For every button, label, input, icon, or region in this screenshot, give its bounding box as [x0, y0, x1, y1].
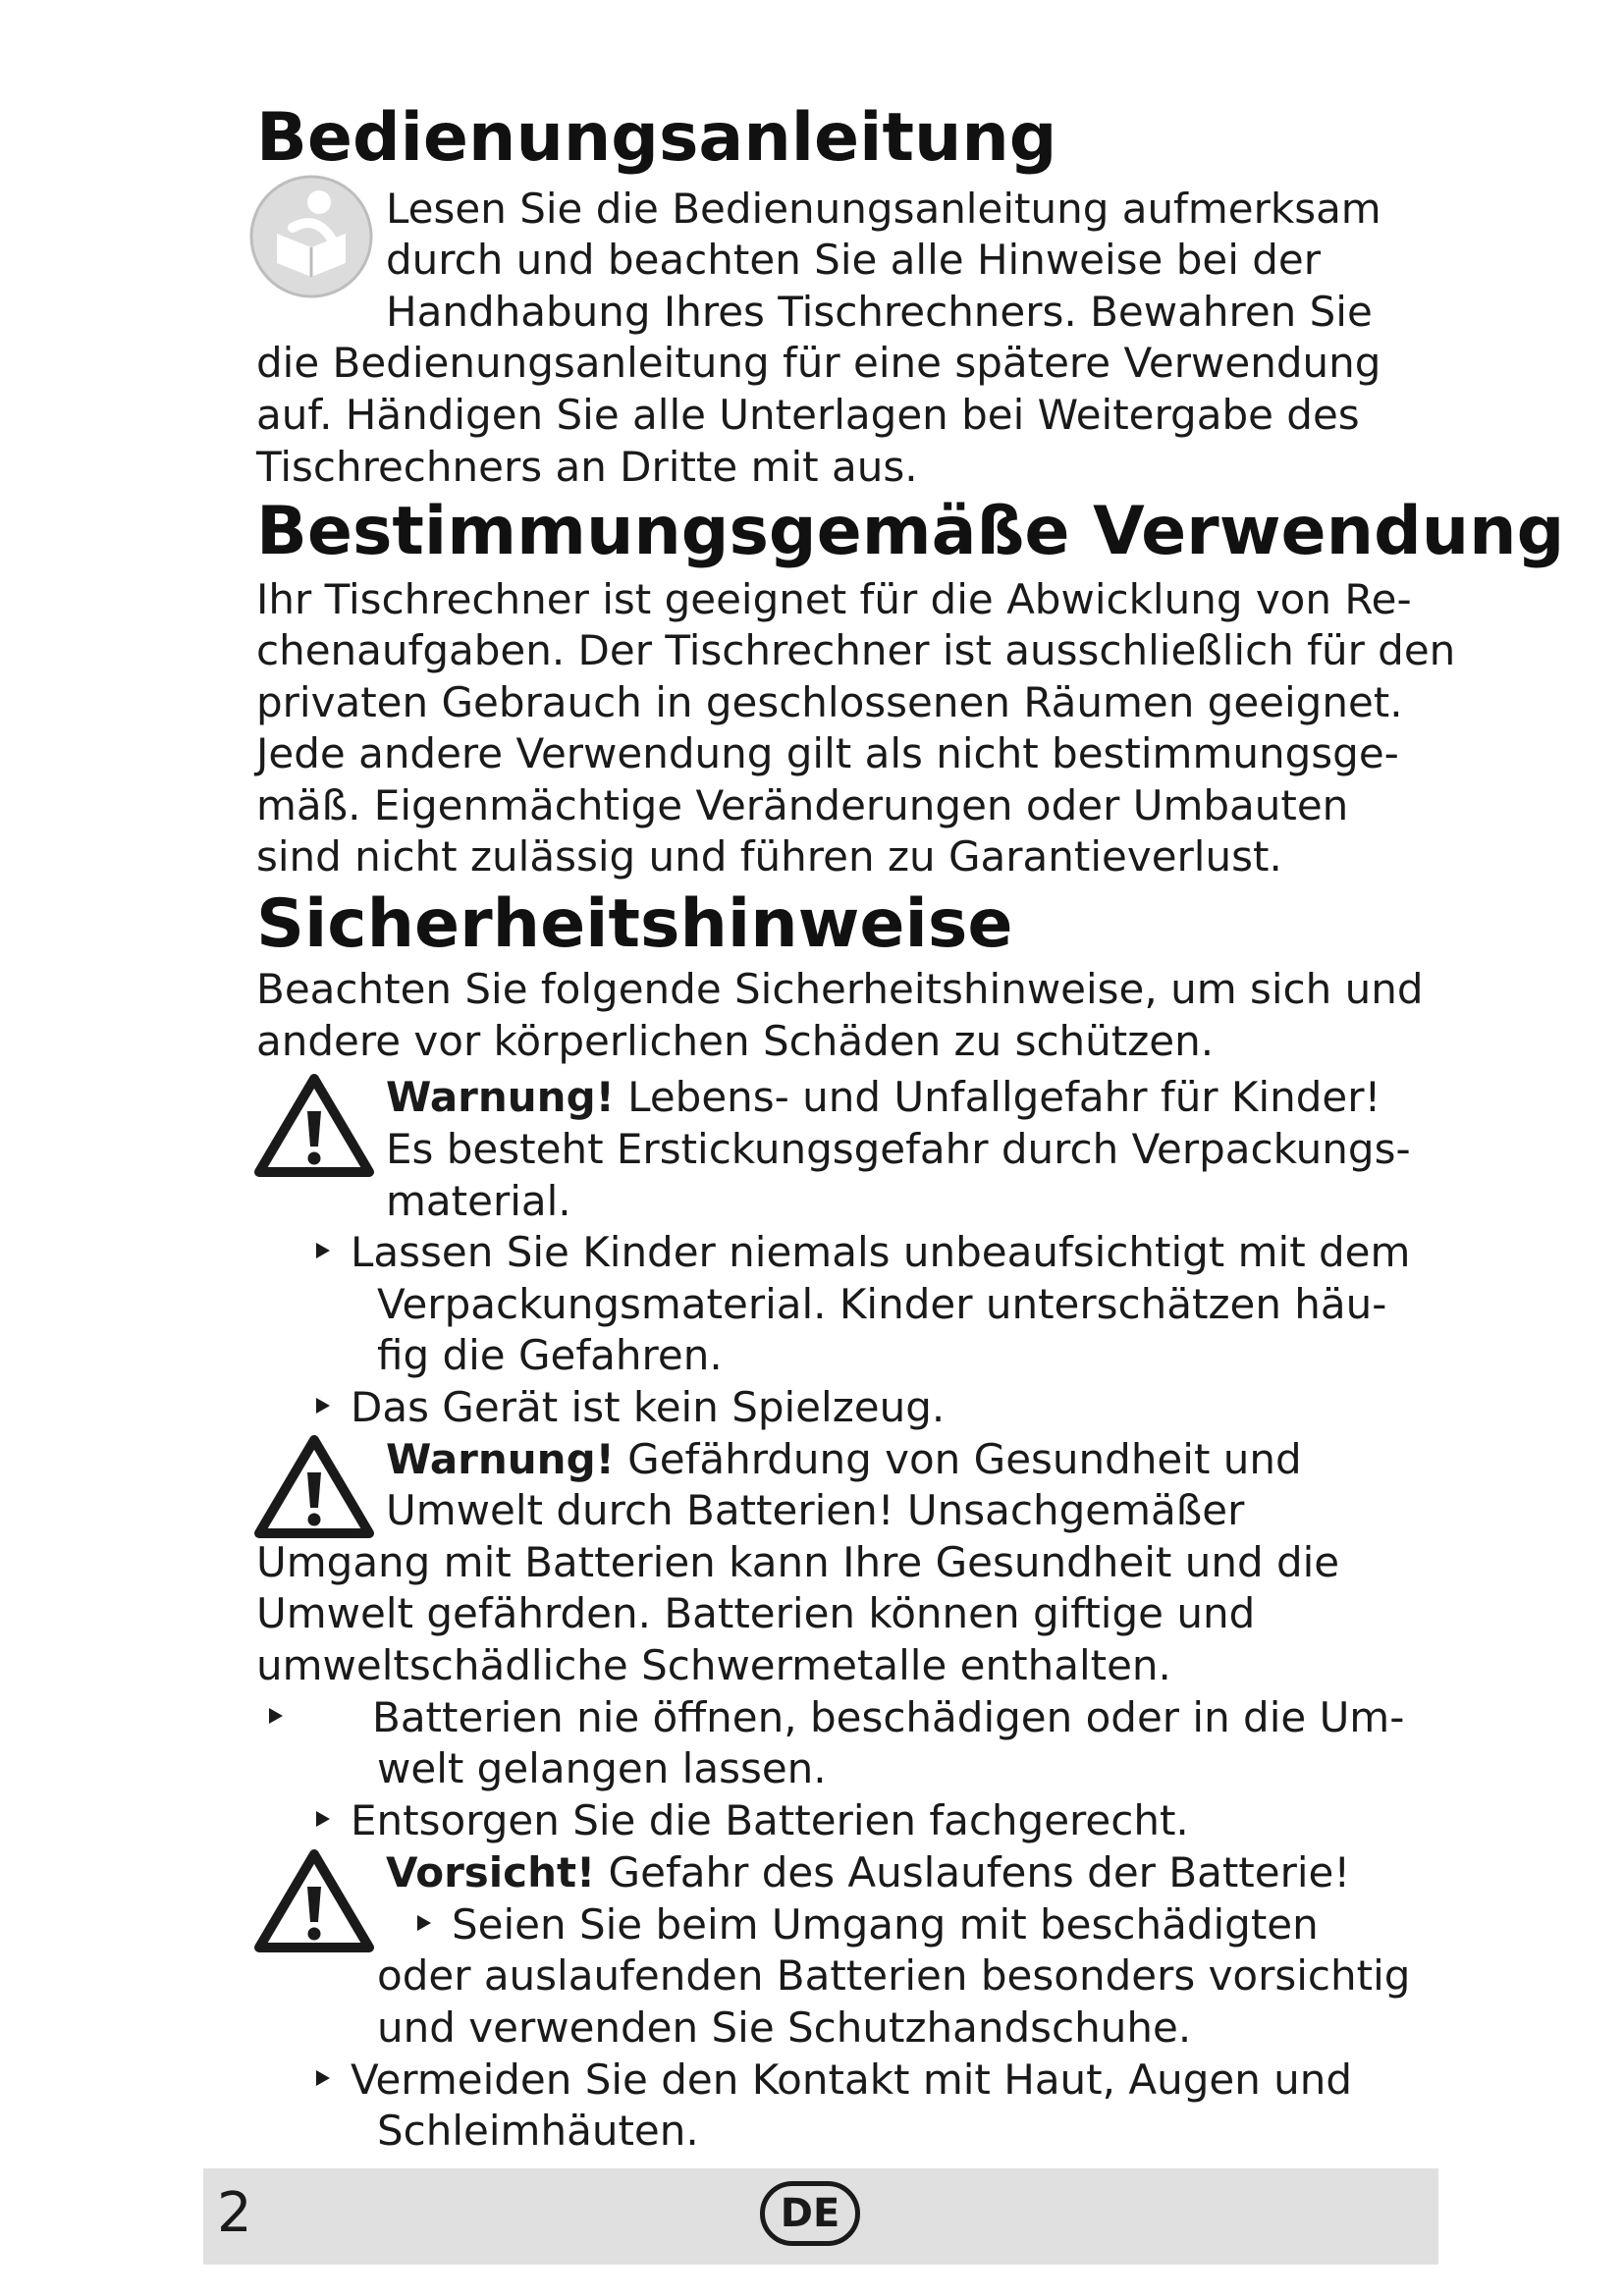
paragraph-line: Jede andere Verwendung gilt als nicht bestimmungsge- — [256, 729, 1399, 777]
bullet-line: Verpackungsmaterial. Kinder unterschätzen häu- — [377, 1280, 1387, 1328]
triangle-bullet-icon — [316, 1243, 330, 1258]
warning-keyword: Warnung! — [386, 1435, 615, 1483]
bullet-line: Das Gerät ist kein Spielzeug. — [351, 1383, 946, 1431]
warning-triangle-icon — [253, 1072, 375, 1178]
paragraph-line: mäß. Eigenmächtige Veränderungen oder Umbauten — [256, 781, 1349, 829]
paragraph-line: Beachten Sie folgende Sicherheitshinweise, um sich und — [256, 965, 1424, 1013]
warning-line: Umgang mit Batterien kann Ihre Gesundheit und die — [256, 1538, 1340, 1586]
warning-line: umweltschädliche Schwermetalle enthalten. — [256, 1641, 1171, 1689]
paragraph-line: Ihr Tischrechner ist geeignet für die Abwicklung von Re- — [256, 575, 1412, 623]
paragraph-line: privaten Gebrauch in geschlossenen Räumen geeignet. — [256, 678, 1403, 726]
bullet-line: Entsorgen Sie die Batterien fachgerecht. — [351, 1796, 1189, 1844]
triangle-bullet-icon — [316, 2070, 330, 2086]
warning-text: Gefährdung von Gesundheit und — [614, 1435, 1302, 1483]
read-manual-icon — [247, 173, 375, 300]
bullet-line: Seien Sie beim Umgang mit beschädigten — [452, 1900, 1319, 1949]
paragraph-line: durch und beachten Sie alle Hinweise bei der — [386, 236, 1322, 284]
bullet-line: oder auslaufenden Batterien besonders vorsichtig — [377, 1951, 1411, 2000]
bullet-line: welt gelangen lassen. — [377, 1744, 827, 1792]
bullet-line: fig die Gefahren. — [377, 1331, 723, 1379]
warning-line: Umwelt gefährden. Batterien können giftige und — [256, 1589, 1256, 1637]
paragraph-line: die Bedienungsanleitung für eine spätere Verwendung — [256, 339, 1381, 387]
heading-bedienungsanleitung: Bedienungsanleitung — [256, 99, 1057, 177]
caution-keyword: Vorsicht! — [386, 1848, 596, 1896]
warning-line — [386, 1073, 1381, 1121]
warning-triangle-icon — [253, 1433, 375, 1539]
bullet-line: Lassen Sie Kinder niemals unbeaufsichtigt mit dem — [351, 1228, 1411, 1276]
warning-line: Umwelt durch Batterien! Unsachgemäßer — [386, 1486, 1245, 1534]
caution-text: Gefahr des Auslaufens der Batterie! — [595, 1848, 1351, 1896]
paragraph-line: Lesen Sie die Bedienungsanleitung aufmerksam — [386, 185, 1381, 233]
warning-triangle-icon — [253, 1847, 375, 1953]
page-number: 2 — [217, 2181, 252, 2245]
warning-line — [386, 1435, 1302, 1483]
triangle-bullet-icon — [316, 1811, 330, 1827]
paragraph-line: andere vor körperlichen Schäden zu schützen. — [256, 1017, 1215, 1065]
paragraph-line: sind nicht zulässig und führen zu Garantieverlust. — [256, 832, 1282, 881]
page-footer — [203, 2168, 1438, 2265]
caution-line — [386, 1848, 1351, 1896]
bullet-line: Vermeiden Sie den Kontakt mit Haut, Augen und — [351, 2056, 1353, 2104]
triangle-bullet-icon — [417, 1915, 431, 1931]
triangle-bullet-icon — [316, 1398, 330, 1414]
heading-sicherheitshinweise: Sicherheitshinweise — [256, 885, 1013, 963]
bullet-line: Schleimhäuten. — [377, 2107, 699, 2155]
paragraph-line: auf. Händigen Sie alle Unterlagen bei Weitergabe des — [256, 391, 1360, 439]
warning-text: Lebens- und Unfallgefahr für Kinder! — [614, 1073, 1381, 1121]
warning-line: material. — [386, 1177, 571, 1225]
paragraph-line: chenaufgaben. Der Tischrechner ist ausschließlich für den — [256, 626, 1456, 674]
bullet-line: und verwenden Sie Schutzhandschuhe. — [377, 2003, 1192, 2052]
language-badge: DE — [760, 2181, 860, 2246]
paragraph-line: Tischrechners an Dritte mit aus. — [256, 443, 918, 491]
paragraph-line: Handhabung Ihres Tischrechners. Bewahren Sie — [386, 288, 1373, 336]
warning-keyword: Warnung! — [386, 1073, 615, 1121]
bullet-line: Batterien nie öffnen, beschädigen oder in die Um- — [372, 1693, 1405, 1741]
warning-line: Es besteht Erstickungsgefahr durch Verpackungs- — [386, 1125, 1411, 1173]
heading-bestimmungsgemaesse-verwendung: Bestimmungsgemäße Verwendung — [256, 493, 1565, 570]
triangle-bullet-icon — [269, 1708, 283, 1724]
